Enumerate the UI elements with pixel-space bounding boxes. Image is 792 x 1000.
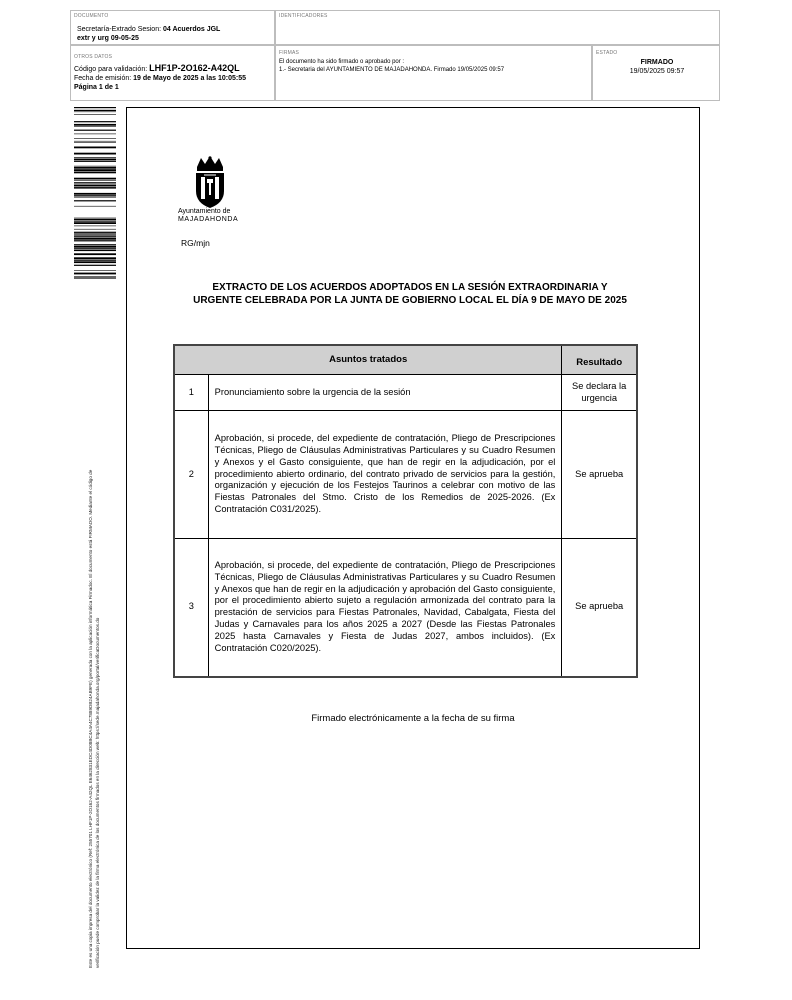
header-resultado: Resultado: [562, 345, 637, 375]
header-otros-datos-box: [70, 45, 275, 101]
table-row: [174, 375, 637, 411]
firmas-label: FIRMAS: [279, 50, 300, 56]
row-result: Se aprueba: [562, 539, 637, 677]
row-description: Aprobación, si procede, del expediente de contratación, Pliego de Prescripciones Técnicas, Pliego de Cláusulas Administrativas Particulares y su Cuadro Resumen y Anexos que han de regir en la adjudicación y aprobación del Gasto consiguiente, por el procedimiento abierto sujeto a regulación armonizada del contrato para la prestación de servicios para Fiestas Patronales, Navidad, Cabalgata, Fiesta del Judas y Carnavales para los años 2025 a 2027 (Desde las Fiestas Patronales 2025 hasta Carnavales y Fiesta de Judas 2027, ambos incluidos). (Ex Contratación C020/2025).: [208, 539, 562, 677]
header-firmas-box: [275, 45, 592, 101]
table-row: [174, 411, 637, 539]
header-estado-box: [592, 45, 720, 101]
row-number: 3: [174, 539, 208, 677]
logo-text-ayuntamiento: Ayuntamiento de: [178, 208, 231, 215]
table-row: [174, 539, 637, 677]
row-description: Aprobación, si procede, del expediente de contratación, Pliego de Prescripciones Técnicas, Pliego de Cláusulas Administrativas Particulares y su Cuadro Resumen y Anexos y el Gasto consiguiente, que han de regir en la adjudicación, por el procedimiento abierto ordinario, del contrato privado de servicios para la gestión, organización y ejecución de los Festejos Taurinos a celebrar con motivo de las Fiestas Patronales del Stmo. Cristo de los Remedios de 2025-2026. (Ex Contratación C031/2025).: [208, 411, 562, 539]
row-number: 1: [174, 375, 208, 411]
validation-info: Código para validación: LHF1P-2O162-A42QL Fecha de emisión: 19 de Mayo de 2025 a las 10:05:55 Página 1 de 1: [74, 63, 247, 91]
otros-datos-label: OTROS DATOS: [74, 54, 113, 60]
validation-code: LHF1P-2O162-A42QL: [149, 63, 240, 73]
document-reference: RG/mjn: [181, 238, 210, 248]
row-result: Se aprueba: [562, 411, 637, 539]
estado-label: ESTADO: [596, 50, 618, 56]
signature-note: Firmado electrónicamente a la fecha de su firma: [311, 713, 515, 724]
verification-side-text: Este es una copia impresa del documento electrónico (Ref: 255701 LHF1P-2O162-A42QL E6462831EDC4D08BC4A4A4C7889DB24AB9FE) generada con la aplicación informática Firmadoc. El documento está FIRMADO. Mediante el código de verificación puede comprobar la validez de la firma electrónica de los documentos firmados en la dirección web: https://sede.majadahonda.org/portal/verificaDocumentos.do: [88, 469, 100, 968]
documento-label: DOCUMENTO: [74, 13, 109, 19]
documento-value: Secretaría-Extrado Sesion: 04 Acuerdos JGL extr y urg 09-05-25: [77, 26, 221, 42]
header-asuntos-tratados: Asuntos tratados: [174, 345, 562, 375]
firmas-value: El documento ha sido firmado o aprobado por : 1.- Secretaria del AYUNTAMIENTO DE MAJADAHONDA. Firmado 19/05/2025 09:57: [279, 59, 505, 73]
estado-value: FIRMADO 19/05/2025 09:57: [629, 59, 685, 75]
identificadores-label: IDENTIFICADORES: [279, 13, 328, 19]
document-title: EXTRACTO DE LOS ACUERDOS ADOPTADOS EN LA SESIÓN EXTRAORDINARIA Y URGENTE CELEBRADA POR LA JUNTA DE GOBIERNO LOCAL EL DÍA 9 DE MAYO DE 2025: [193, 282, 627, 306]
header-identificadores-box: [275, 10, 720, 45]
row-description: Pronunciamiento sobre la urgencia de la sesión: [208, 375, 562, 411]
table-header-row: [174, 345, 637, 375]
barcode-icon: [74, 107, 116, 279]
agenda-table: [173, 344, 638, 678]
logo-text-majadahonda: MAJADAHONDA: [178, 216, 239, 223]
page-count: Página 1 de 1: [74, 84, 119, 91]
row-number: 2: [174, 411, 208, 539]
header-documento-box: [70, 10, 275, 45]
row-result: Se declara la urgencia: [562, 375, 637, 411]
status-badge: FIRMADO: [640, 59, 674, 66]
